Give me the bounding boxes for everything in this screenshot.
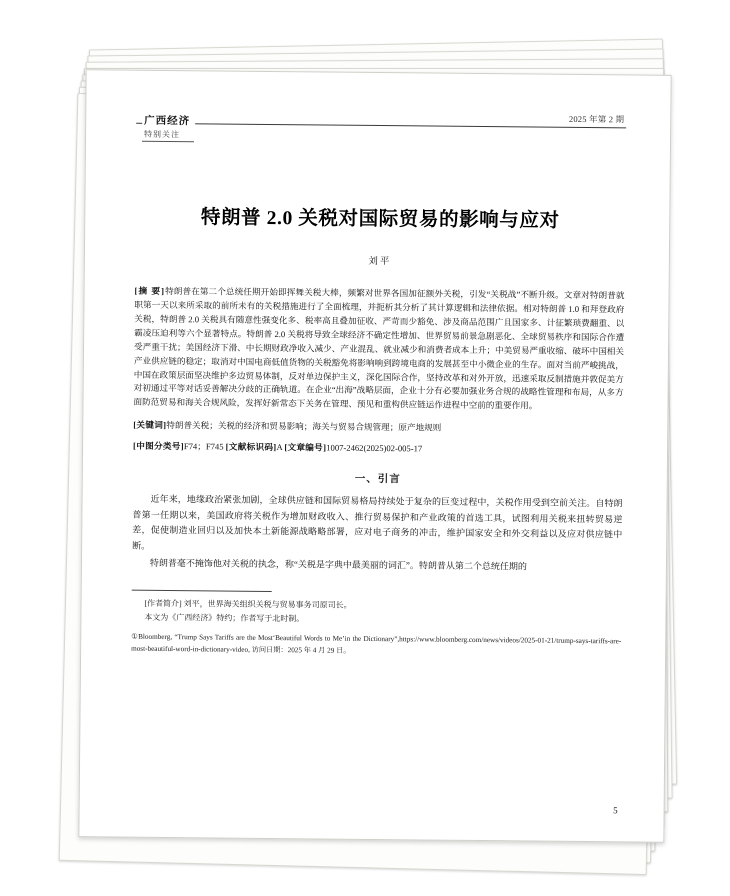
classification-line (133, 439, 623, 457)
body-paragraph (132, 556, 622, 576)
column-underline (142, 141, 194, 142)
cn-class-value: F74；F745 (183, 440, 224, 452)
page-number: 5 (613, 805, 618, 816)
abstract-block (133, 285, 624, 415)
cn-class-label: [中图分类号] (133, 440, 184, 451)
article-id-value: 1007-2462(2025)02-005-17 (326, 442, 423, 454)
page-header (136, 109, 626, 154)
author-name: 刘平 (368, 256, 392, 268)
section-heading: 一、引言 (354, 474, 401, 486)
keywords-line (133, 419, 623, 437)
article-id-label: [文章编号] (284, 441, 327, 453)
author-bio-footnote: [作者简介] 刘平，世界海关组织关税与贸易事务司原司长。 (144, 598, 352, 610)
page-content (79, 70, 670, 842)
keywords-text: 特朗普关税；关税的经济和贸易影响；海关与贸易合规管理；原产地规则 (166, 419, 442, 433)
document-page[interactable] (78, 69, 671, 843)
reference-footnote: ①Bloomberg, “Trump Says Tariffs are the Most‘Beautiful Words to Me’in the Dictionary”,https://www.bloomberg.com/news/videos/2025-01-21/trump-says-tariffs-are-most-beautiful-word-in-dictionary-video, 访问日期：2025 年 4 月 29 日。 (131, 632, 622, 655)
abstract-text: 特朗普在第二个总统任期开始即挥舞关税大棒，频繁对世界各国加征额外关税，引发“关税战”不断升级。文章对特朗普就职第一天以来所采取的前所未有的关税措施进行了全面梳理，并扼析其分析了其计算逻辑和法律依据。相对特朗普 1.0 和拜登政府关税，特朗普 2.0 关税具有随意性强变化多、税率高且叠加征收、严苛而少豁免、涉及商品范围广且国家多、计征繁琐费翻重、以霸凌压迫利等六个显著特点。特朗普 2.0 关税将导致全球经济不确定性增加、世界贸易前景急剧恶化、全球贸易秩序和国际合作遭受严重干扰；美国经济下滑、中长期财政净收入减少、产业混乱、就业减少和消费者成本上升；中美贸易严重收缩、破坏中国相关产业供应链的稳定；取消对中国电商低值货物的关税豁免将影响响到跨境电商的发展甚至中小微企业的生存。面对当前严峻挑战，中国在政策层面坚决维护多边贸易体制，反对单边保护主义，深化国际合作，坚持改革和对外开放，迅速采取反制措施并敦促美方对初通过平等对话妥善解决分歧的正确轨道。在企业“出海”战略层面，企业十分有必要加强业务合规的战略性管理和布局，从多方面防范贸易和海关合规风险，发挥好新常态下关务在管理、预见和重构供应链运作进程中空前的重要作用。 (133, 285, 625, 411)
abstract-label: [摘 要] (134, 285, 166, 296)
column-name: 特别关注 (144, 129, 181, 140)
doc-code-label: [文献标识码] (225, 441, 277, 452)
issue-label: 2025 年第 2 期 (568, 113, 625, 125)
keywords-label: [关键词] (133, 419, 167, 430)
paragraph-text: 特朗普毫不掩饰他对关税的执念，称“关税是字典中最美丽的词汇”。特朗普从第二个总统任期的 (149, 558, 527, 572)
body-paragraph: 近年来，地缘政治紧张加剧，全球供应链和国际贸易格局持续处于复杂的巨变过程中，关税作用受到空前关注。自特朗普第一任期以来，美国政府将关税作为增加财政收入、推行贸易保护和产业政策的首选工具，试图利用关税来扭转贸易逆差，促使制造业回归以及加快本土新能源战略略部署，应对电子商务的冲击，维护国家安全和外交利益以及应对供应链中断。 (132, 494, 623, 551)
doc-code-value: A (276, 441, 283, 452)
article-note-footnote: 本文为《广西经济》特约；作者写于北时制。 (144, 612, 305, 624)
page-title: 特朗普 2.0 关税对国际贸易的影响与应对 (200, 207, 560, 232)
header-divider (136, 123, 626, 129)
footnote-divider (132, 589, 272, 591)
journal-name: 广西经济 (142, 113, 195, 129)
